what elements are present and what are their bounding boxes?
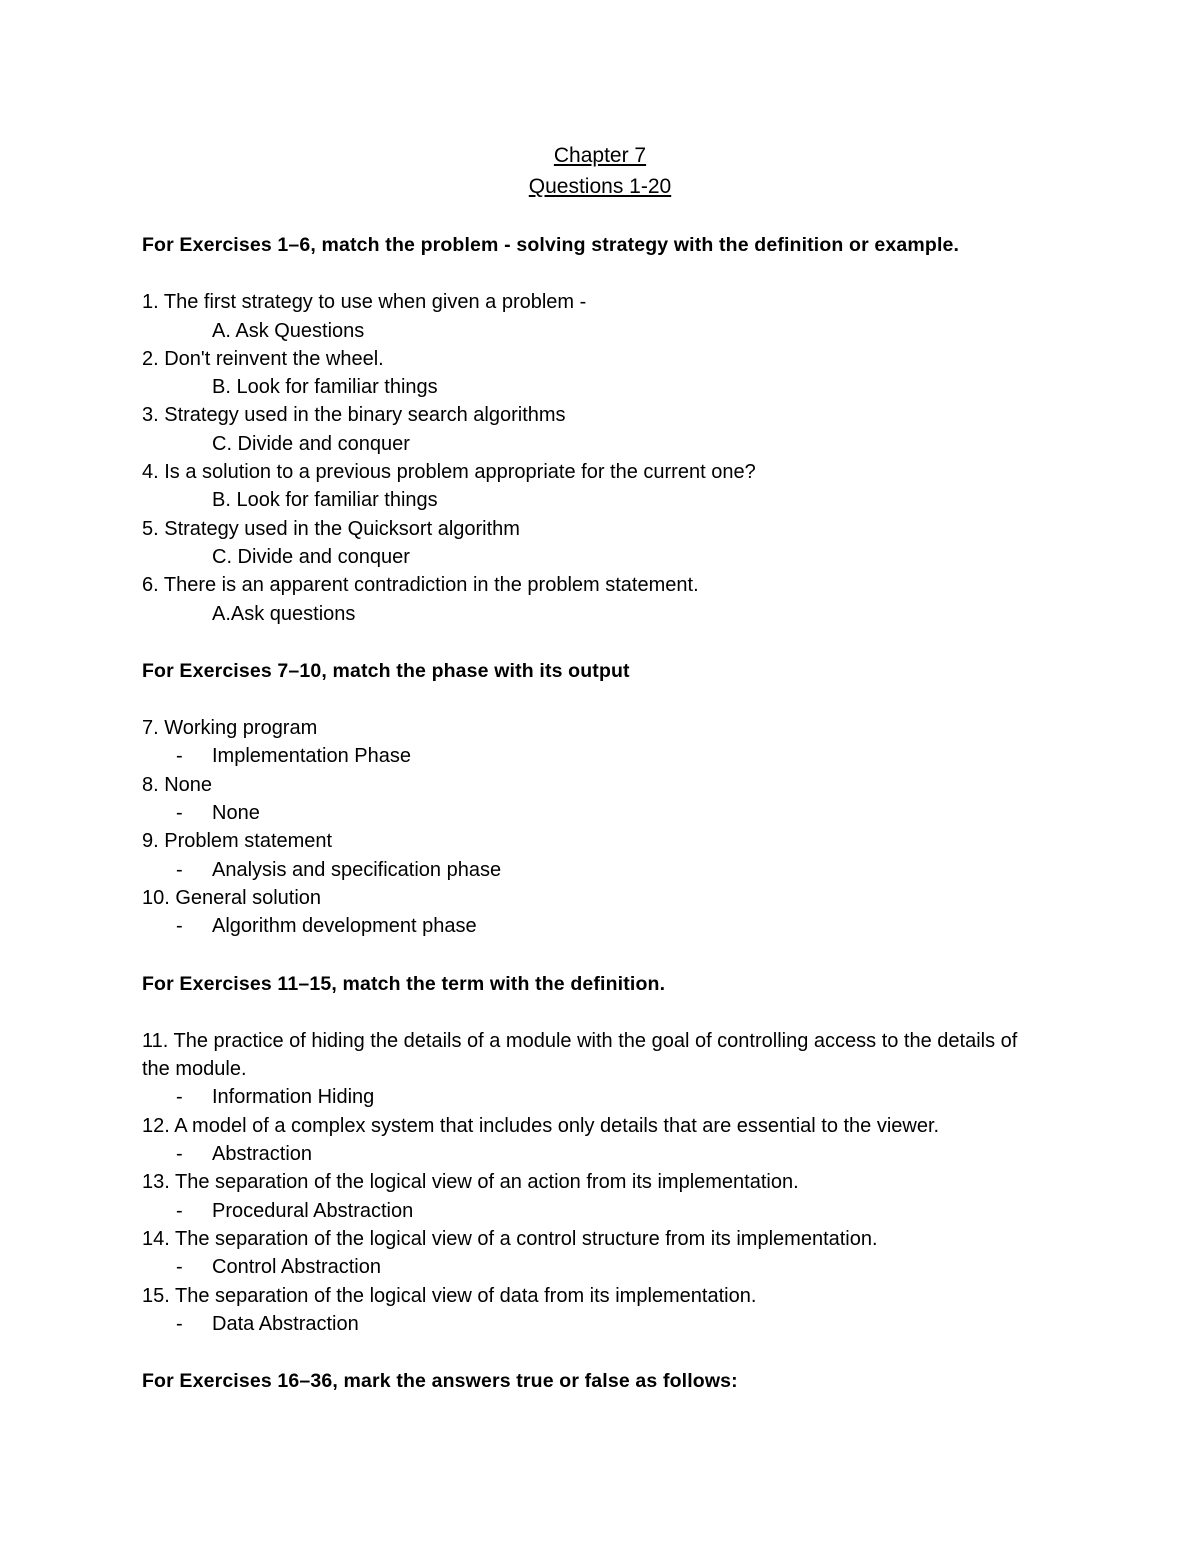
dash-marker: - [176, 915, 183, 938]
answer-7-row [142, 742, 1042, 770]
question-11: 11. The practice of hiding the details of a module with the goal of controlling access to the details of the module. [142, 1029, 1018, 1081]
section-heading-3: For Exercises 11–15, match the term with the definition. [142, 972, 666, 995]
question-4: 4. Is a solution to a previous problem appropriate for the current one? [142, 461, 756, 484]
question-5: 5. Strategy used in the Quicksort algorithm [142, 517, 520, 540]
question-3: 3. Strategy used in the binary search algorithms [142, 404, 566, 427]
question-14: 14. The separation of the logical view of a control structure from its implementation. [142, 1227, 878, 1250]
answer-5: C. Divide and conquer [212, 545, 410, 568]
dash-marker: - [176, 858, 183, 881]
dash-marker: - [176, 1199, 183, 1222]
dash-marker: - [176, 1256, 183, 1279]
answer-12-row [142, 1140, 1042, 1168]
answer-14: Control Abstraction [212, 1256, 381, 1279]
question-13: 13. The separation of the logical view of an action from its implementation. [142, 1171, 799, 1194]
answer-11-row [142, 1083, 1042, 1111]
question-6: 6. There is an apparent contradiction in the problem statement. [142, 574, 699, 597]
answer-10: Algorithm development phase [212, 915, 477, 938]
answer-1: A. Ask Questions [212, 319, 365, 342]
answer-13-row [142, 1197, 1042, 1225]
answer-9: Analysis and specification phase [212, 858, 502, 881]
answer-4: B. Look for familiar things [212, 489, 438, 512]
section-heading-1: For Exercises 1–6, match the problem - solving strategy with the definition or example. [142, 234, 960, 256]
answer-3: C. Divide and conquer [212, 432, 410, 455]
answer-12: Abstraction [212, 1143, 313, 1166]
question-12: 12. A model of a complex system that includes only details that are essential to the viewer. [142, 1114, 940, 1137]
answer-14-row [142, 1253, 1042, 1281]
question-1: 1. The first strategy to use when given a problem - [142, 291, 587, 314]
section-heading-4: For Exercises 16–36, mark the answers true or false as follows: [142, 1370, 738, 1393]
answer-13: Procedural Abstraction [212, 1199, 414, 1222]
question-7: 7. Working program [142, 717, 318, 740]
answer-9-row [142, 856, 1042, 884]
answer-10-row [142, 912, 1042, 940]
questions-subtitle: Questions 1-20 [528, 175, 672, 198]
dash-marker: - [176, 745, 183, 768]
question-10: 10. General solution [142, 886, 322, 909]
title-block [142, 140, 1058, 202]
answer-8: None [212, 802, 260, 825]
dash-marker: - [176, 1086, 183, 1109]
chapter-title: Chapter 7 [553, 144, 647, 167]
answer-15-row [142, 1310, 1042, 1338]
dash-marker: - [176, 802, 183, 825]
answer-6: A.Ask questions [212, 602, 356, 625]
dash-marker: - [176, 1312, 183, 1335]
answer-2: B. Look for familiar things [212, 376, 438, 399]
question-15: 15. The separation of the logical view of data from its implementation. [142, 1284, 757, 1307]
answer-7: Implementation Phase [212, 745, 412, 768]
question-8: 8. None [142, 773, 213, 796]
question-9: 9. Problem statement [142, 830, 333, 853]
answer-15: Data Abstraction [212, 1312, 359, 1335]
answer-11: Information Hiding [212, 1086, 375, 1109]
document-page [142, 140, 1042, 1395]
section-heading-2: For Exercises 7–10, match the phase with its output [142, 659, 630, 682]
answer-8-row [142, 799, 1042, 827]
dash-marker: - [176, 1143, 183, 1166]
question-2: 2. Don't reinvent the wheel. [142, 347, 384, 370]
